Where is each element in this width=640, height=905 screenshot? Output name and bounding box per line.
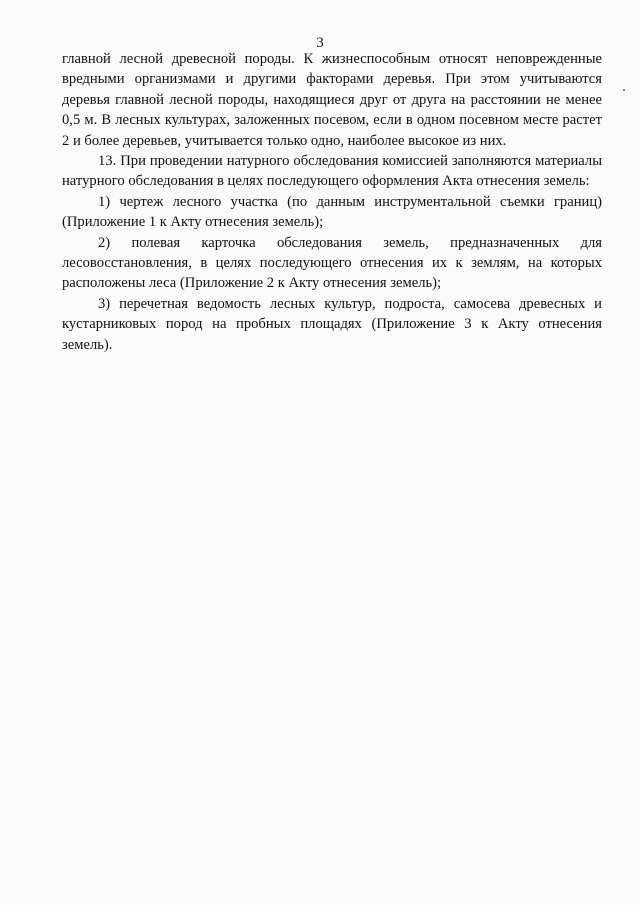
paragraph-subitem-2: 2) полевая карточка обследования земель, предназначенных для лесовосстановления, в целях последующего отнесения их к землям, на которых расположены леса (Приложение 2 к Акту отнесения земель); [62, 234, 602, 292]
paragraph-item-13: 13. При проведении натурного обследования комиссией заполняются материалы натурного обследования в целях последующего оформления Акта отнесения земель: [62, 153, 602, 190]
paragraph-subitem-1: 1) чертеж лесного участка (по данным инструментальной съемки границ) (Приложение 1 к Акту отнесения земель); [62, 193, 602, 231]
paragraph-subitem-3: 3) перечетная ведомость лесных культур, подроста, самосева древесных и кустарниковых пород на пробных площадях (Приложение 3 к Акту отнесения земель). [62, 295, 602, 353]
document-body [62, 49, 602, 355]
paragraph-continuation: главной лесной древесной породы. К жизнеспособным относят неповрежденные вредными организмами и другими факторами деревья. При этом учитываются деревья главной лесной породы, находящиеся друг от друга на расстоянии не менее 0,5 м. В лесных культурах, заложенных посевом, если в одном посевном месте растет 2 и более деревьев, учитывается только одно, наиболее высокое из них. [62, 51, 602, 149]
page-number: 3 [316, 35, 324, 51]
scan-speck [623, 89, 625, 91]
